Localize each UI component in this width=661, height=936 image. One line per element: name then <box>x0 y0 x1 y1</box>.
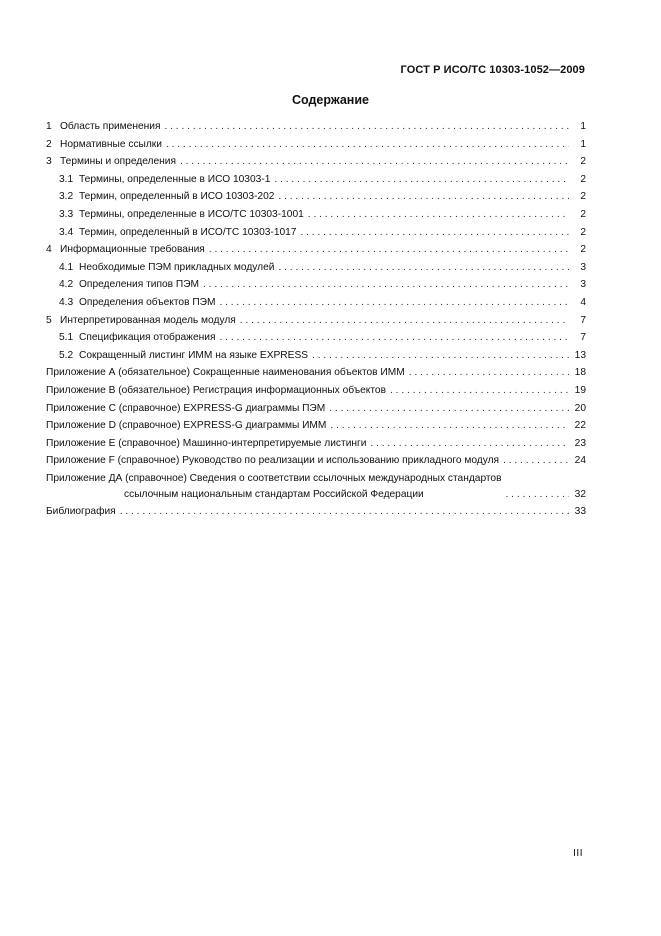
dot-leader <box>330 417 569 435</box>
toc-entry-title: Термин, определенный в ИСО/ТС 10303-1017 <box>79 226 297 238</box>
dot-leader <box>278 259 569 277</box>
dot-leader <box>312 347 569 365</box>
toc-entry-number: 4 <box>46 244 52 256</box>
toc-entry-title: Интерпретированная модель модуля <box>60 314 236 326</box>
dot-leader <box>220 329 570 347</box>
toc-entry[interactable] <box>46 136 586 154</box>
toc-entry-page: 3 <box>580 261 586 273</box>
toc-entry[interactable] <box>46 276 586 294</box>
toc-entry-title: Определения типов ПЭМ <box>79 279 200 291</box>
dot-leader <box>300 224 569 242</box>
toc-entry-number: 3.3 <box>59 208 74 220</box>
dot-leader <box>274 171 569 189</box>
toc-entry-title: Приложение F (справочное) Руководство по реализации и использованию прикладного модуля <box>46 455 500 467</box>
dot-leader <box>409 364 569 382</box>
toc-entry[interactable] <box>46 259 586 277</box>
dot-leader <box>120 503 569 521</box>
toc-entry-title: Термин, определенный в ИСО 10303-202 <box>79 191 275 203</box>
dot-leader <box>219 294 569 312</box>
toc-entry-page: 33 <box>574 505 586 517</box>
toc-entry-number: 1 <box>46 121 52 132</box>
toc-entry-number: 4.3 <box>59 296 74 308</box>
toc-entry-title: Информационные требования <box>60 244 205 256</box>
toc-entry-title: Необходимые ПЭМ прикладных модулей <box>79 261 275 273</box>
table-of-contents <box>46 118 586 520</box>
toc-entry-page: 4 <box>580 296 586 308</box>
toc-entry-page: 2 <box>580 244 586 256</box>
dot-leader <box>370 435 569 453</box>
toc-entry-title: Спецификация отображения <box>79 332 216 344</box>
toc-title: Содержание <box>291 93 369 107</box>
dot-leader <box>166 136 569 154</box>
toc-entry[interactable] <box>46 188 586 206</box>
dot-leader <box>390 382 569 400</box>
toc-entry-number: 3.2 <box>59 191 74 203</box>
toc-entry-page: 13 <box>574 349 586 361</box>
toc-entry-page: 2 <box>580 173 586 185</box>
toc-entry-number: 5 <box>46 314 52 326</box>
toc-entry[interactable] <box>46 452 586 470</box>
toc-entry-number: 3.1 <box>59 173 74 185</box>
toc-entry[interactable] <box>46 329 586 347</box>
toc-entry[interactable] <box>46 364 586 382</box>
dot-leader <box>203 276 569 294</box>
dot-leader <box>278 188 569 206</box>
toc-entry-number: 2 <box>46 138 52 150</box>
toc-entry-page: 2 <box>580 226 586 238</box>
dot-leader <box>209 241 569 259</box>
toc-entry[interactable] <box>46 294 586 312</box>
toc-entry-page: 2 <box>580 208 586 220</box>
toc-entry-page: 3 <box>580 279 586 291</box>
toc-entry-title: Определения объектов ПЭМ <box>79 296 216 308</box>
toc-entry[interactable] <box>46 347 586 365</box>
dot-leader <box>329 400 569 418</box>
toc-entry-title: Приложение Е (справочное) Машинно-интерпретируемые листинги <box>46 437 367 449</box>
document-code: ГОСТ Р ИСО/ТС 10303-1052—2009 <box>400 64 585 76</box>
toc-entry-title: Библиография <box>46 505 116 517</box>
toc-entry-number: 5.2 <box>59 349 74 361</box>
toc-entry-title: Приложение В (обязательное) Регистрация информационных объектов <box>46 384 386 396</box>
toc-entry-title: Нормативные ссылки <box>60 138 162 150</box>
toc-entry-page: 1 <box>580 121 586 132</box>
toc-entry-page: 2 <box>580 156 586 168</box>
toc-entry-annex-da[interactable] <box>46 470 586 503</box>
toc-entry-number: 4.1 <box>59 261 74 273</box>
toc-entry-title <box>46 471 502 503</box>
toc-entry-title: Область применения <box>60 121 161 132</box>
toc-entry-number: 5.1 <box>59 332 74 344</box>
toc-entry[interactable] <box>46 382 586 400</box>
toc-entry-title: Приложение D (справочное) EXPRESS-G диаграммы ИММ <box>46 420 327 432</box>
dot-leader <box>308 206 569 224</box>
toc-entry-title: Термины, определенные в ИСО/ТС 10303-1001 <box>79 208 304 220</box>
toc-entry-title: Термины и определения <box>60 156 176 168</box>
toc-entry[interactable] <box>46 153 586 171</box>
toc-entry-page: 22 <box>574 420 586 432</box>
toc-entry-title: Термины, определенные в ИСО 10303-1 <box>79 173 271 185</box>
toc-entry[interactable] <box>46 400 586 418</box>
toc-entry-number: 3 <box>46 156 52 168</box>
toc-entry-number: 3.4 <box>59 226 74 238</box>
dot-leader <box>180 153 569 171</box>
toc-entry-page: 20 <box>574 402 586 414</box>
toc-entry-page: 32 <box>574 488 586 500</box>
toc-entry-page: 7 <box>580 314 586 326</box>
dot-leader <box>506 487 569 503</box>
toc-entry-title-line1: Приложение ДА (справочное) Сведения о соответствии ссылочных международных стандартов <box>46 472 502 484</box>
toc-entry-number: 4.2 <box>59 279 74 291</box>
dot-leader <box>503 452 569 470</box>
toc-entry[interactable] <box>46 417 586 435</box>
toc-entry[interactable] <box>46 435 586 453</box>
toc-entry-page: 19 <box>574 384 586 396</box>
toc-entry[interactable] <box>46 118 586 136</box>
toc-entry[interactable] <box>46 206 586 224</box>
dot-leader <box>240 312 569 330</box>
toc-entry[interactable] <box>46 503 586 521</box>
toc-entry-page: 2 <box>580 191 586 203</box>
toc-entry-page: 18 <box>574 367 586 379</box>
toc-entry-page: 23 <box>574 437 586 449</box>
toc-entry-page: 7 <box>580 332 586 344</box>
toc-entry-title: Приложение А (обязательное) Сокращенные наименования объектов ИММ <box>46 367 405 379</box>
toc-entry-title-line2: ссылочным национальным стандартам Российской Федерации <box>124 488 424 500</box>
page-number: III <box>573 848 583 859</box>
toc-entry-page: 1 <box>580 138 586 150</box>
toc-entry[interactable] <box>46 312 586 330</box>
toc-entry-title: Сокращенный листинг ИММ на языке EXPRESS <box>79 349 309 361</box>
toc-entry[interactable] <box>46 224 586 242</box>
dot-leader <box>164 118 569 136</box>
toc-entry[interactable] <box>46 171 586 189</box>
toc-entry-page: 24 <box>574 455 586 467</box>
toc-entry-title: Приложение С (справочное) EXPRESS-G диаграммы ПЭМ <box>46 402 326 414</box>
toc-entry[interactable] <box>46 241 586 259</box>
